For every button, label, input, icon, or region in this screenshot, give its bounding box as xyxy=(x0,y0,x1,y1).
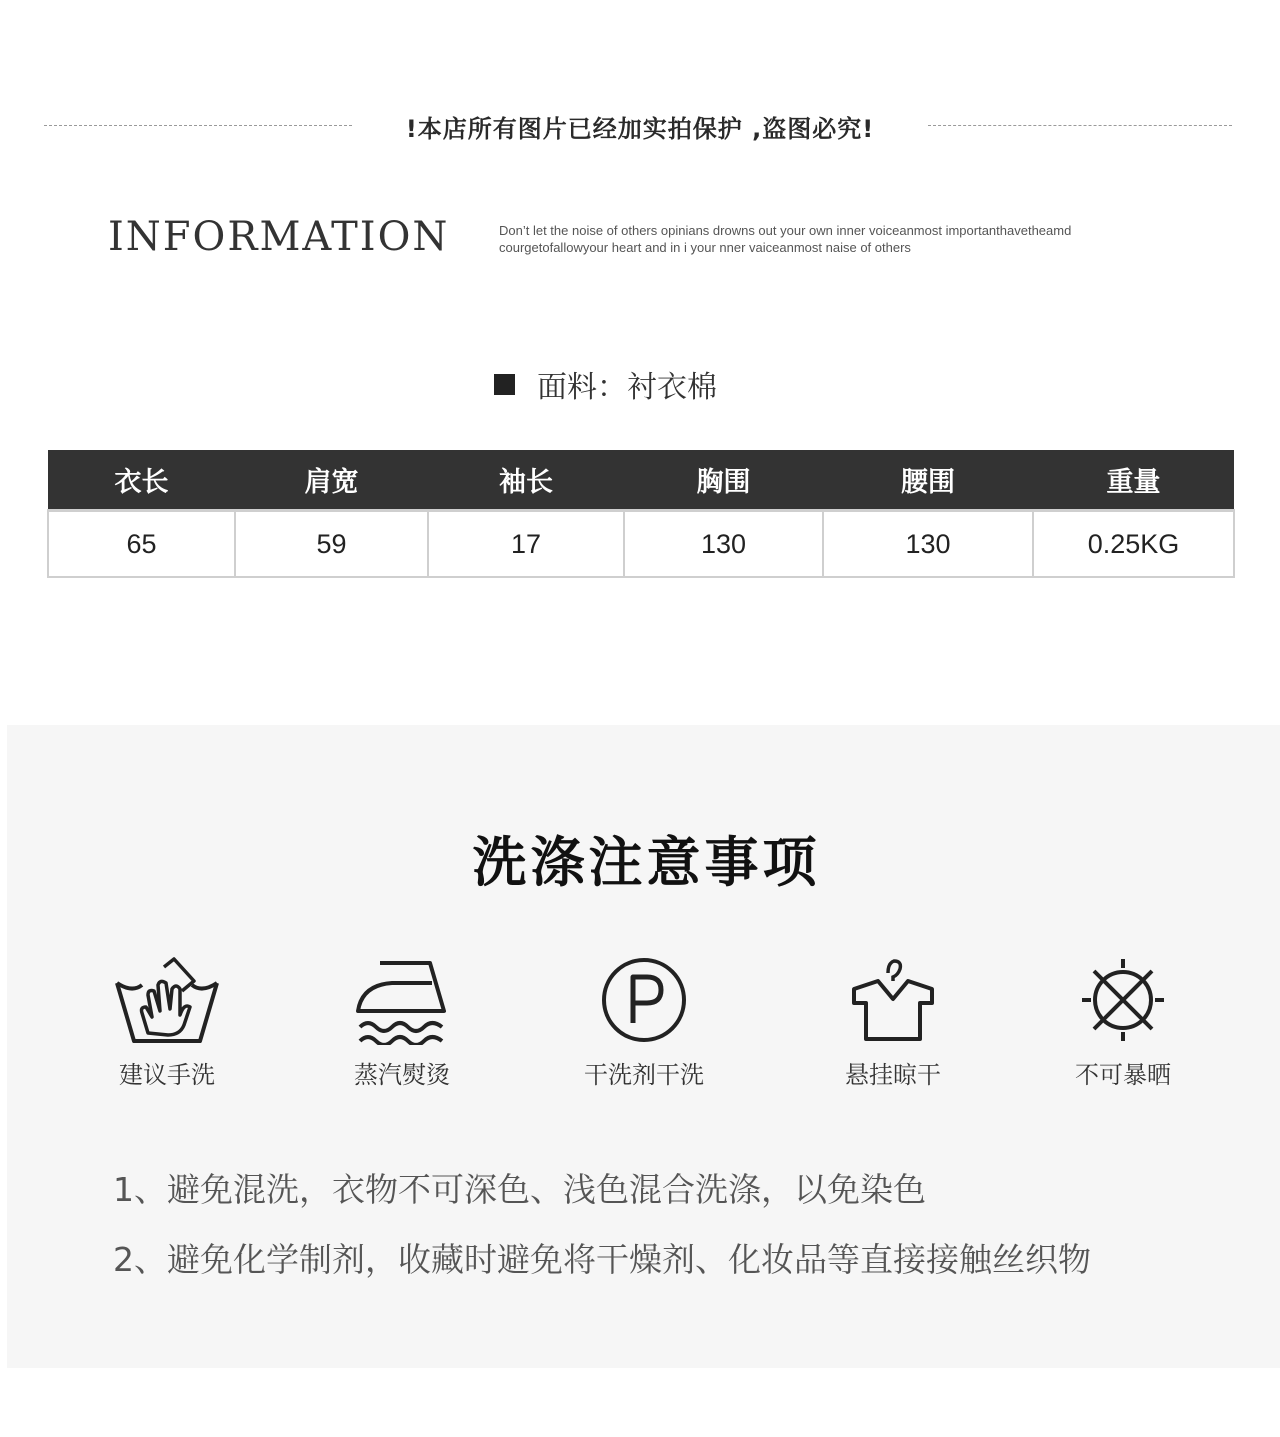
steam-iron-icon xyxy=(352,955,452,1045)
hand-wash-label: 建议手洗 xyxy=(119,1061,215,1089)
copyright-notice xyxy=(0,105,1280,145)
size-header-waist: 腰围 xyxy=(823,450,1033,511)
hang-dry-icon xyxy=(848,955,938,1045)
size-table-header-row xyxy=(48,450,1234,511)
size-value-shoulder: 59 xyxy=(235,511,428,578)
size-value-sleeve: 17 xyxy=(428,511,624,578)
information-desc-line-1: Don’t let the noise of others opinians drowns out your own inner voiceanmost importanthavetheamd xyxy=(499,223,1072,238)
care-item-dry-clean xyxy=(544,955,744,1090)
hang-dry-label: 悬挂晾干 xyxy=(845,1061,941,1089)
care-notes xyxy=(113,1155,1091,1295)
size-value-weight: 0.25KG xyxy=(1033,511,1234,578)
care-title: 洗涤注意事项 xyxy=(472,831,821,894)
no-sun-icon xyxy=(1078,955,1168,1045)
no-sun-label: 不可暴晒 xyxy=(1075,1061,1171,1089)
steam-iron-label: 蒸汽熨烫 xyxy=(354,1061,450,1089)
care-item-hang-dry xyxy=(793,955,993,1090)
dashed-divider-left xyxy=(44,125,352,126)
care-note-1: 1、避免混洗，衣物不可深色、浅色混合洗涤，以免染色 xyxy=(113,1170,926,1209)
square-bullet-icon xyxy=(494,374,515,395)
size-header-sleeve: 袖长 xyxy=(428,450,624,511)
size-header-shoulder: 肩宽 xyxy=(235,450,428,511)
care-item-no-sun xyxy=(1023,955,1223,1090)
fabric-line xyxy=(494,362,717,406)
size-value-chest: 130 xyxy=(624,511,823,578)
fabric-label: 面料：衬衣棉 xyxy=(537,370,717,405)
care-note-2: 2、避免化学制剂，收藏时避免将干燥剂、化妆品等直接接触丝织物 xyxy=(113,1240,1091,1279)
dashed-divider-right xyxy=(928,125,1232,126)
hand-wash-icon xyxy=(112,955,222,1045)
information-description xyxy=(499,222,1199,256)
notice-text: !本店所有图片已经加实拍保护 ,盗图必究! xyxy=(405,115,875,143)
size-header-chest: 胸围 xyxy=(624,450,823,511)
information-desc-line-2: courgetofallowyour heart and in i your nner vaiceanmost naise of others xyxy=(499,240,911,255)
size-table-value-row xyxy=(48,511,1234,578)
care-item-hand-wash xyxy=(67,955,267,1090)
information-title: INFORMATION xyxy=(108,214,450,260)
size-value-waist: 130 xyxy=(823,511,1033,578)
size-value-length: 65 xyxy=(48,511,235,578)
size-header-length: 衣长 xyxy=(48,450,235,511)
care-item-steam-iron xyxy=(302,955,502,1090)
size-table xyxy=(47,450,1235,578)
dry-clean-label: 干洗剂干洗 xyxy=(584,1061,704,1089)
dry-clean-p-icon xyxy=(599,955,689,1045)
size-header-weight: 重量 xyxy=(1033,450,1234,511)
